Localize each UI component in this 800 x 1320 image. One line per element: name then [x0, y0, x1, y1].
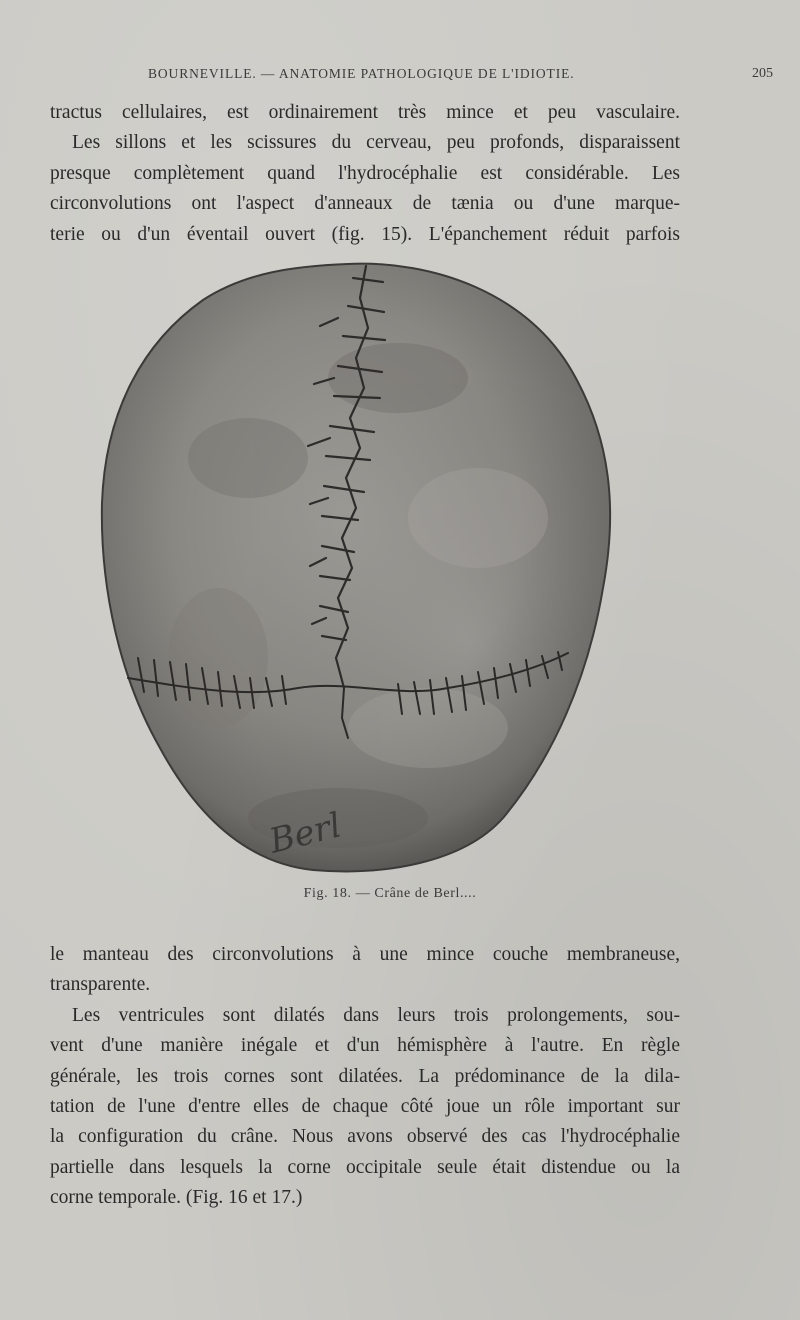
text-line: tation de l'une d'entre elles de chaque côté joue un rôle important sur — [50, 1096, 680, 1118]
text-line: générale, les trois cornes sont dilatées. La prédominance de la dila- — [50, 1065, 680, 1087]
paragraph-after-figure — [50, 940, 680, 1214]
text-line: circonvolutions ont l'aspect d'anneaux de tænia ou d'une marque- — [50, 193, 680, 215]
text-line: transparente. — [50, 974, 151, 996]
text-line: corne temporale. (Fig. 16 et 17.) — [50, 1187, 303, 1209]
text-line: vent d'une manière inégale et d'un hémisphère à l'autre. En règle — [50, 1035, 680, 1057]
skull-figure — [98, 258, 628, 878]
figure-caption: Fig. 18. — Crâne de Berl.... — [303, 886, 477, 901]
text-line: partielle dans lesquels la corne occipitale seule était distendue ou la — [50, 1156, 680, 1178]
page-number: 205 — [752, 66, 773, 81]
paragraph-before-figure — [50, 98, 680, 250]
text-line: terie ou d'un éventail ouvert (fig. 15). L'épanchement réduit parfois — [50, 223, 680, 245]
text-line: le manteau des circonvolutions à une mince couche membraneuse, — [50, 944, 680, 965]
text-line: presque complètement quand l'hydrocéphalie est considérable. Les — [50, 162, 680, 184]
text-line: Les sillons et les scissures du cerveau, peu profonds, disparaissent — [72, 132, 680, 154]
text-line: tractus cellulaires, est ordinairement très mince et peu vasculaire. — [50, 102, 680, 123]
running-head-title: BOURNEVILLE. — ANATOMIE PATHOLOGIQUE DE L'IDIOTIE. — [148, 66, 575, 81]
skull-inscription: Berl — [265, 805, 346, 862]
text-line: la configuration du crâne. Nous avons observé des cas l'hydrocéphalie — [50, 1126, 680, 1148]
text-line: Les ventricules sont dilatés dans leurs trois prolongements, sou- — [72, 1004, 680, 1026]
running-head — [0, 66, 800, 86]
